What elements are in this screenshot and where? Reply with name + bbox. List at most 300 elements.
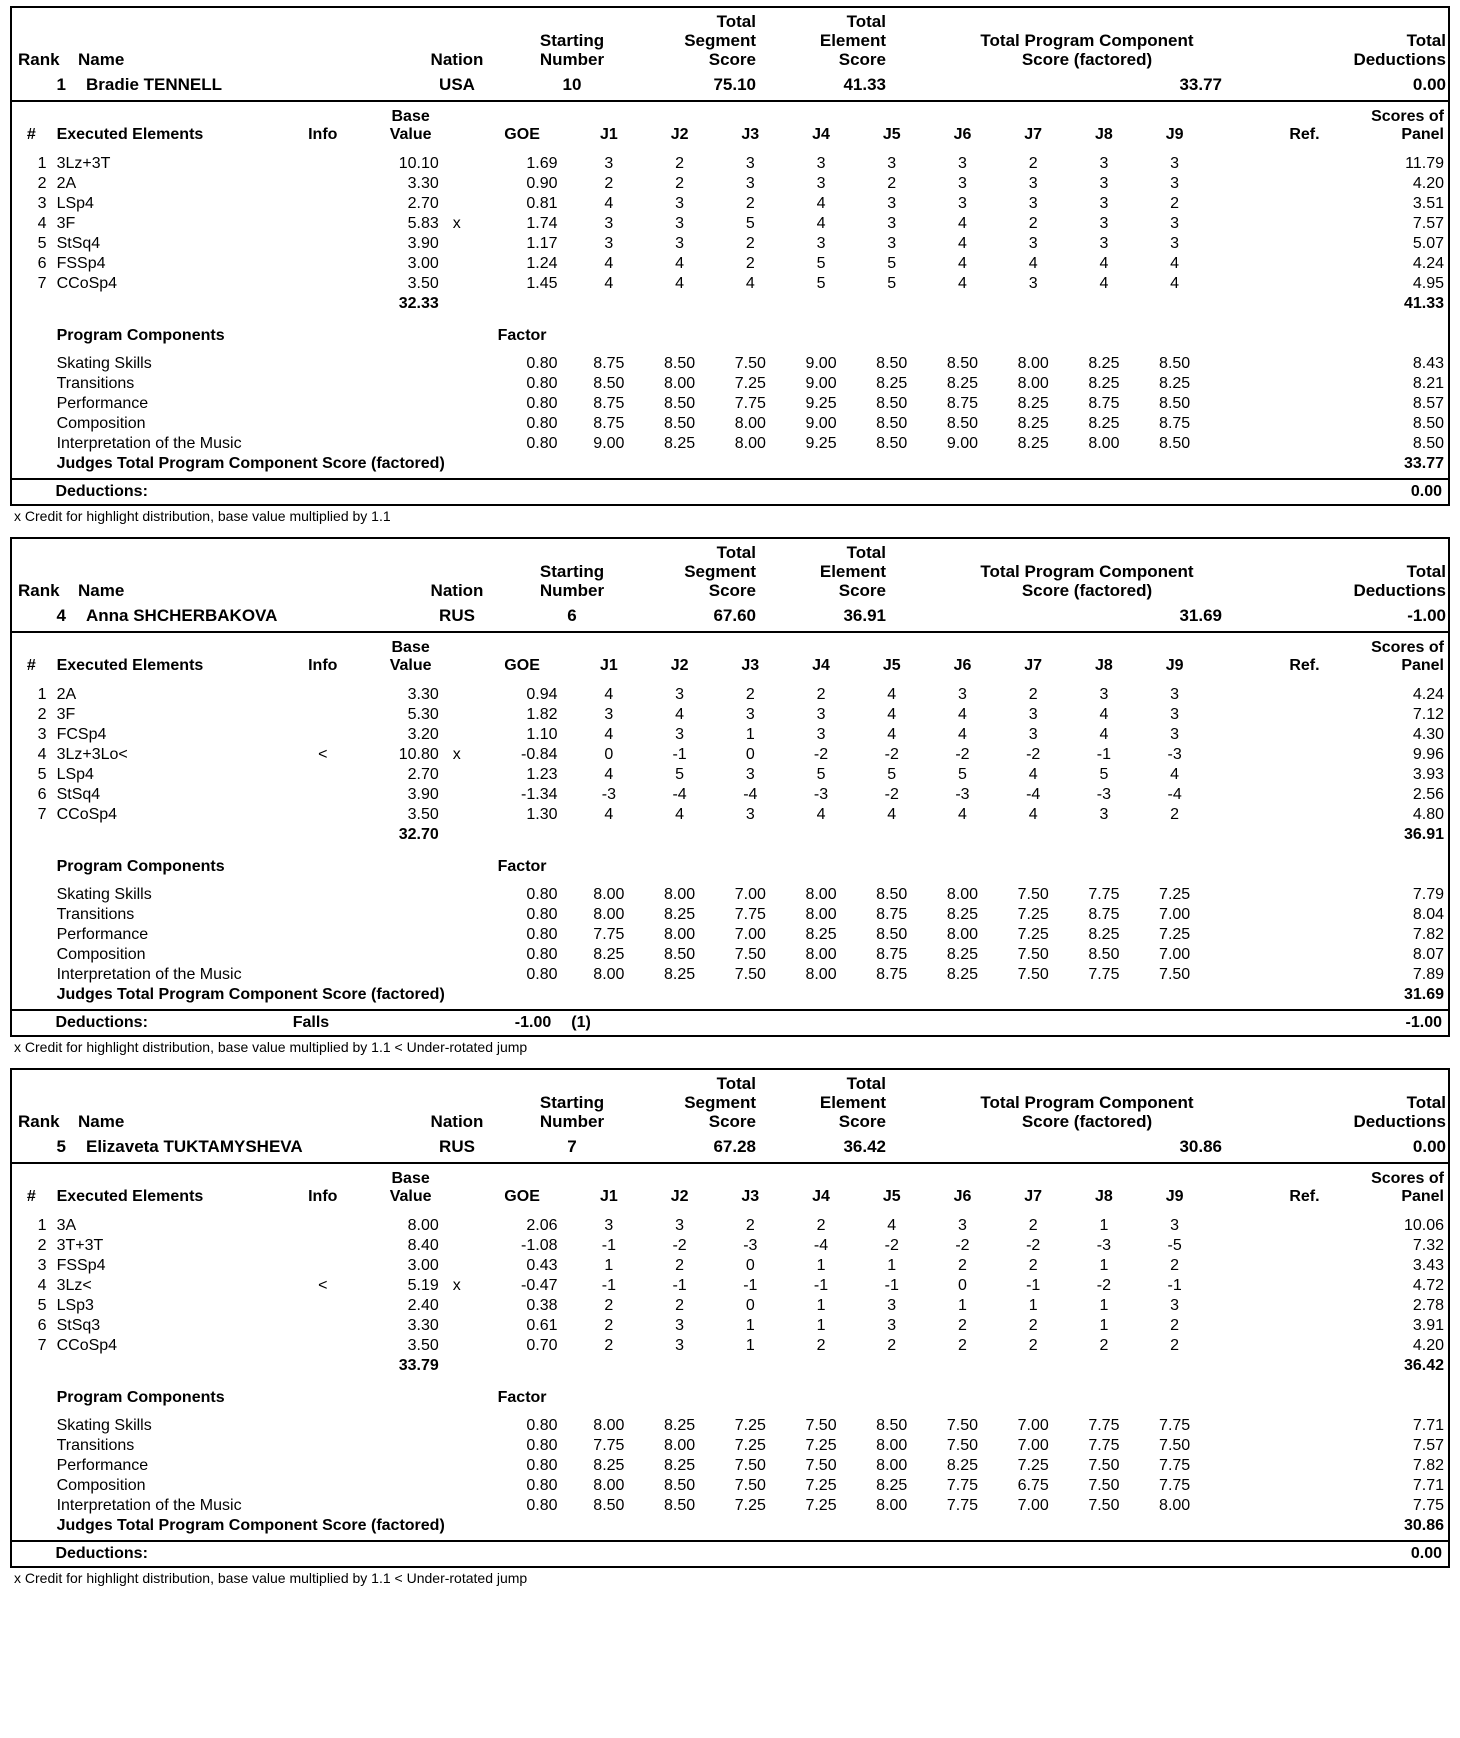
col-head-judge-3: J3 [741, 126, 760, 143]
col-head-goe: GOE [504, 657, 540, 674]
element-panel-score: 11.79 [1405, 155, 1444, 172]
element-judge-score: -4 [672, 786, 687, 803]
component-row [12, 434, 1448, 454]
component-panel-score: 8.50 [1412, 435, 1444, 452]
component-factor: 0.80 [526, 415, 558, 432]
element-judge-score: 3 [1170, 215, 1180, 232]
skater-nation: USA [439, 75, 475, 94]
element-ref [1210, 1336, 1324, 1356]
component-judge-score: 7.75 [1088, 1417, 1120, 1434]
element-judge-score: 3 [1170, 1217, 1180, 1234]
element-judge-score: 2 [1028, 215, 1038, 232]
col-label-name: Name [78, 1112, 125, 1131]
deduction-value: -1.00 [514, 1014, 552, 1031]
col-label-total-deductions: Total Deductions [1353, 562, 1446, 600]
judges-total-pcs-label: Judges Total Program Component Score (factored) [56, 1517, 445, 1534]
element-panel-score: 7.32 [1412, 1237, 1444, 1254]
deductions-label: Deductions: [55, 1014, 148, 1031]
component-judge-score: 8.25 [946, 1457, 979, 1474]
component-judge-score: 8.25 [664, 966, 696, 983]
component-judge-score: 8.00 [1159, 1497, 1191, 1514]
element-judge-score: 4 [604, 255, 614, 272]
component-judge-score: 9.00 [805, 355, 837, 372]
component-judge-score: 7.25 [734, 1417, 766, 1434]
element-panel-score: 5.07 [1412, 235, 1444, 252]
component-row [12, 905, 1448, 925]
component-judge-score: 8.00 [1017, 375, 1049, 392]
base-value-total: 32.33 [398, 295, 439, 312]
skater-total-deductions: 0.00 [1412, 1137, 1446, 1156]
element-judge-score: 3 [958, 686, 967, 703]
element-ref [1210, 1216, 1324, 1236]
component-judge-score: 7.50 [1017, 966, 1049, 983]
spacer [12, 346, 1448, 354]
element-info [295, 765, 351, 785]
col-label-total-segment-score: Total Segment Score [684, 12, 756, 69]
col-label-total-deductions: Total Deductions [1353, 31, 1446, 69]
col-head-judge-1: J1 [599, 126, 618, 143]
element-judge-score: 5 [745, 215, 755, 232]
element-name: 3T+3T [56, 1237, 104, 1254]
element-judge-score: 3 [887, 1317, 897, 1334]
element-info [295, 685, 351, 705]
element-judge-score: 3 [1170, 706, 1180, 723]
component-judge-score: 7.25 [734, 1437, 766, 1454]
element-judge-score: 3 [887, 155, 897, 172]
col-label-nation: Nation [430, 1112, 484, 1131]
element-x-flag: x [452, 215, 461, 232]
col-head-judge-1: J1 [599, 657, 618, 674]
element-base-value: 3.30 [407, 175, 439, 192]
element-x-flag [443, 274, 471, 294]
component-judge-score: 8.25 [1017, 435, 1049, 452]
element-panel-score: 7.57 [1412, 215, 1444, 232]
element-info [295, 1256, 351, 1276]
element-x-flag [443, 765, 471, 785]
element-ref [1210, 685, 1324, 705]
element-goe: 1.23 [526, 766, 558, 783]
element-base-value: 5.30 [407, 706, 439, 723]
component-judge-score: 9.00 [805, 375, 837, 392]
col-label-name: Name [78, 581, 125, 600]
component-panel-score: 7.57 [1412, 1437, 1444, 1454]
element-judge-score: 2 [675, 175, 685, 192]
element-x-flag: x [452, 1277, 461, 1294]
component-judge-score: 7.50 [734, 1457, 766, 1474]
factor-label: Factor [497, 327, 547, 344]
element-judge-score: 5 [675, 766, 685, 783]
element-judge-score: 4 [1170, 275, 1180, 292]
element-goe: -0.47 [521, 1277, 558, 1294]
element-panel-score: 4.24 [1412, 686, 1444, 703]
component-judge-score: 7.75 [1088, 966, 1120, 983]
component-judge-score: 7.50 [946, 1417, 979, 1434]
component-factor: 0.80 [526, 1477, 558, 1494]
component-judge-score: 8.25 [664, 1417, 696, 1434]
component-judge-score: 8.50 [1159, 355, 1191, 372]
component-factor: 0.80 [526, 1497, 558, 1514]
element-judge-score: 1 [1099, 1297, 1109, 1314]
component-judge-score: 7.25 [805, 1437, 837, 1454]
component-label: Performance [56, 926, 149, 943]
element-judge-score: 0 [604, 746, 614, 763]
element-judge-score: 1 [745, 1337, 755, 1354]
element-judge-score: 3 [1028, 275, 1038, 292]
element-judge-score: 1 [816, 1297, 826, 1314]
component-judge-score: 8.75 [946, 395, 979, 412]
element-number: 4 [37, 1277, 47, 1294]
element-judge-score: -3 [743, 1237, 758, 1254]
element-judge-score: 2 [675, 155, 685, 172]
element-judge-score: 3 [958, 155, 967, 172]
element-ref [1210, 274, 1324, 294]
col-label-total-segment-score: Total Segment Score [684, 543, 756, 600]
element-goe: 1.82 [526, 706, 558, 723]
deduction-count [557, 480, 1327, 504]
element-name: CCoSp4 [56, 806, 118, 823]
element-judge-score: 3 [745, 706, 755, 723]
element-judge-score: 3 [675, 195, 685, 212]
element-judge-score: 1 [816, 1317, 826, 1334]
element-totals-row [12, 294, 1448, 314]
element-judge-score: 3 [1099, 806, 1109, 823]
element-row [12, 685, 1448, 705]
element-info [295, 194, 351, 214]
col-head-number: # [26, 126, 36, 143]
component-judge-score: 8.00 [593, 966, 625, 983]
element-judge-score: 4 [604, 195, 614, 212]
col-head-base-value: Base Value [389, 639, 432, 674]
col-label-total-element-score: Total Element Score [819, 543, 886, 600]
skater-total-program-component-score: 33.77 [1179, 75, 1222, 94]
component-judge-score: 8.75 [1088, 395, 1120, 412]
element-name: StSq4 [56, 235, 101, 252]
element-judge-score: 4 [816, 215, 826, 232]
element-judge-score: -3 [1167, 746, 1182, 763]
component-judge-score: 8.50 [876, 395, 908, 412]
element-base-value: 2.40 [407, 1297, 439, 1314]
element-judge-score: 0 [745, 746, 755, 763]
element-judge-score: 3 [675, 686, 685, 703]
element-row [12, 785, 1448, 805]
component-judge-score: 8.50 [876, 1417, 908, 1434]
element-judge-score: -3 [955, 786, 970, 803]
element-base-value: 3.90 [407, 235, 439, 252]
element-judge-score: 2 [1170, 1257, 1180, 1274]
element-judge-score: 4 [1170, 255, 1180, 272]
element-judge-score: 3 [675, 215, 685, 232]
element-judge-score: 4 [604, 686, 614, 703]
element-base-value: 3.20 [407, 726, 439, 743]
component-judge-score: 8.50 [664, 355, 696, 372]
element-judge-score: 3 [1170, 155, 1180, 172]
component-label: Interpretation of the Music [56, 1497, 242, 1514]
judges-total-pcs-value: 31.69 [1403, 986, 1444, 1003]
element-ref [1210, 254, 1324, 274]
element-judge-score: -2 [1096, 1277, 1112, 1294]
element-goe: 1.24 [526, 255, 558, 272]
component-judge-score: 8.75 [593, 355, 625, 372]
col-label-total-element-score: Total Element Score [819, 1074, 886, 1131]
element-panel-score: 4.80 [1412, 806, 1444, 823]
element-judge-score: 0 [958, 1277, 967, 1294]
element-x-flag [443, 1296, 471, 1316]
element-x-flag [443, 805, 471, 825]
col-head-ref: Ref. [1289, 657, 1320, 674]
component-judge-score: 8.25 [664, 906, 696, 923]
element-judge-score: 4 [887, 726, 897, 743]
component-judge-score: 8.50 [876, 415, 908, 432]
component-judge-score: 8.50 [876, 355, 908, 372]
element-judge-score: 3 [675, 235, 685, 252]
deduction-value [457, 1542, 557, 1566]
element-row [12, 174, 1448, 194]
component-factor: 0.80 [526, 395, 558, 412]
component-judge-score: 7.75 [1159, 1457, 1191, 1474]
element-info [295, 805, 351, 825]
col-head-judge-8: J8 [1095, 1188, 1113, 1205]
component-judge-score: 6.75 [1017, 1477, 1049, 1494]
component-label: Composition [56, 1477, 146, 1494]
component-factor: 0.80 [526, 886, 558, 903]
skater-total-deductions: -1.00 [1407, 606, 1446, 625]
element-name: FSSp4 [56, 1257, 106, 1274]
element-judge-score: 4 [958, 726, 967, 743]
skater-total-element-score: 36.91 [843, 606, 886, 625]
element-info [295, 1336, 351, 1356]
col-head-base-value: Base Value [389, 1170, 432, 1205]
component-panel-score: 7.82 [1412, 1457, 1444, 1474]
element-x-flag [443, 685, 471, 705]
base-value-total: 33.79 [398, 1357, 439, 1374]
col-head-ref: Ref. [1289, 1188, 1320, 1205]
component-panel-score: 7.82 [1412, 926, 1444, 943]
component-judge-score: 8.00 [734, 415, 766, 432]
col-label-total-segment-score: Total Segment Score [684, 1074, 756, 1131]
component-row [12, 354, 1448, 374]
element-judge-score: -2 [955, 746, 970, 763]
element-judge-score: 2 [1170, 195, 1180, 212]
program-components-label: Program Components [56, 1389, 225, 1406]
element-judge-score: 4 [1028, 766, 1038, 783]
element-x-flag [443, 1256, 471, 1276]
element-base-value: 3.00 [407, 1257, 439, 1274]
element-base-value: 10.10 [398, 155, 439, 172]
element-judge-score: 2 [958, 1257, 967, 1274]
component-judge-score: 8.00 [876, 1457, 908, 1474]
element-judge-score: 4 [604, 726, 614, 743]
element-judge-score: 4 [887, 1217, 897, 1234]
deduction-detail: Falls [292, 1014, 330, 1031]
element-judge-score: 3 [604, 235, 614, 252]
element-ref [1210, 765, 1324, 785]
element-row [12, 1256, 1448, 1276]
element-row [12, 274, 1448, 294]
element-judge-score: 3 [604, 1217, 614, 1234]
element-judge-score: 3 [675, 726, 685, 743]
col-label-total-deductions: Total Deductions [1353, 1093, 1446, 1131]
element-base-value: 3.30 [407, 686, 439, 703]
component-judge-score: 7.75 [593, 1437, 625, 1454]
element-judge-score: 2 [1170, 806, 1180, 823]
skater-protocol-block [10, 1068, 1450, 1593]
element-info [295, 274, 351, 294]
element-judge-score: 2 [745, 1217, 755, 1234]
component-judge-score: 7.00 [1017, 1417, 1049, 1434]
component-label: Performance [56, 395, 149, 412]
element-goe: -0.84 [521, 746, 558, 763]
element-base-value: 8.00 [407, 1217, 439, 1234]
col-label-total-program-component-score: Total Program Component Score (factored) [980, 31, 1194, 69]
element-number: 5 [37, 1297, 47, 1314]
element-name: 2A [56, 175, 77, 192]
element-ref [1210, 705, 1324, 725]
component-factor: 0.80 [526, 1417, 558, 1434]
element-judge-score: 3 [1099, 175, 1109, 192]
skater-total-segment-score: 75.10 [713, 75, 756, 94]
element-judge-score: 4 [1099, 706, 1109, 723]
component-factor: 0.80 [526, 926, 558, 943]
element-judge-score: 3 [1170, 726, 1180, 743]
element-goe: 0.43 [526, 1257, 558, 1274]
element-judge-score: 3 [816, 175, 826, 192]
element-judge-score: 1 [1099, 1317, 1109, 1334]
col-label-name: Name [78, 50, 125, 69]
skater-total-element-score: 36.42 [843, 1137, 886, 1156]
element-row [12, 1336, 1448, 1356]
element-judge-score: 5 [816, 255, 826, 272]
component-row [12, 374, 1448, 394]
component-factor: 0.80 [526, 906, 558, 923]
element-number: 6 [37, 786, 47, 803]
element-judge-score: 5 [1099, 766, 1109, 783]
col-head-scores-of-panel: Scores of Panel [1371, 639, 1444, 674]
skater-name: Bradie TENNELL [86, 75, 223, 94]
col-head-ref: Ref. [1289, 126, 1320, 143]
element-x-flag [443, 785, 471, 805]
element-judge-score: 4 [958, 215, 967, 232]
col-head-judge-7: J7 [1024, 1188, 1043, 1205]
element-row [12, 765, 1448, 785]
element-number: 1 [37, 155, 47, 172]
element-judge-score: 3 [1099, 195, 1109, 212]
element-info: < [318, 746, 328, 763]
element-ref [1210, 745, 1324, 765]
col-label-total-program-component-score: Total Program Component Score (factored) [980, 562, 1194, 600]
element-judge-score: 2 [816, 1337, 826, 1354]
element-base-value: 3.90 [407, 786, 439, 803]
element-judge-score: 4 [887, 806, 897, 823]
element-x-flag [443, 1316, 471, 1336]
element-judge-score: 2 [1099, 1337, 1109, 1354]
element-judge-score: -1 [601, 1237, 616, 1254]
element-judge-score: 4 [745, 275, 755, 292]
component-label: Skating Skills [56, 1417, 152, 1434]
component-judge-score: 7.00 [1159, 906, 1191, 923]
component-judge-score: 8.50 [593, 375, 625, 392]
element-judge-score: 2 [1028, 1337, 1038, 1354]
component-judge-score: 8.00 [1088, 435, 1120, 452]
component-judge-score: 8.00 [664, 886, 696, 903]
component-judge-score: 8.25 [946, 966, 979, 983]
component-judge-score: 7.00 [1159, 946, 1191, 963]
skater-summary-box [10, 1068, 1450, 1164]
element-judge-score: 3 [1099, 215, 1109, 232]
component-judge-score: 8.50 [664, 415, 696, 432]
component-panel-score: 8.57 [1412, 395, 1444, 412]
element-judge-score: 4 [816, 806, 826, 823]
element-x-flag [443, 194, 471, 214]
component-judge-score: 7.75 [734, 395, 766, 412]
component-judge-score: 8.25 [1088, 375, 1120, 392]
component-judge-score: 8.75 [876, 906, 908, 923]
element-judge-score: 2 [1028, 1217, 1038, 1234]
component-judge-score: 7.75 [1159, 1417, 1191, 1434]
component-judge-score: 7.75 [593, 926, 625, 943]
element-judge-score: -4 [1167, 786, 1182, 803]
component-judge-score: 7.25 [734, 1497, 766, 1514]
spacer [12, 314, 1448, 326]
element-judge-score: 0 [745, 1297, 755, 1314]
element-base-value: 8.40 [407, 1237, 439, 1254]
col-head-scores-of-panel: Scores of Panel [1371, 108, 1444, 143]
skater-summary-box [10, 537, 1450, 633]
col-label-rank: Rank [18, 1112, 60, 1131]
element-panel-score: 4.30 [1412, 726, 1444, 743]
component-judge-score: 8.25 [664, 1457, 696, 1474]
element-judge-score: 2 [1028, 1317, 1038, 1334]
element-judge-score: 3 [816, 155, 826, 172]
element-judge-score: -2 [1026, 746, 1041, 763]
component-judge-score: 8.00 [946, 926, 979, 943]
element-row [12, 154, 1448, 174]
element-judge-score: 1 [816, 1257, 826, 1274]
component-judge-score: 7.75 [1159, 1477, 1191, 1494]
component-judge-score: 8.00 [593, 886, 625, 903]
element-totals-row [12, 1356, 1448, 1376]
component-judge-score: 9.00 [805, 415, 837, 432]
skater-rank: 4 [56, 606, 66, 625]
element-name: LSp4 [56, 766, 94, 783]
element-number: 2 [37, 706, 47, 723]
deduction-detail [287, 1542, 458, 1566]
element-judge-score: 2 [1028, 1257, 1038, 1274]
deduction-total: -1.00 [1405, 1014, 1442, 1031]
element-x-flag [443, 1336, 471, 1356]
element-judge-score: -2 [884, 1237, 899, 1254]
component-judge-score: 8.00 [805, 906, 837, 923]
element-goe: 0.38 [526, 1297, 558, 1314]
component-judge-score: 7.50 [1159, 1437, 1191, 1454]
component-judge-score: 8.50 [946, 415, 979, 432]
spacer [12, 1536, 1448, 1540]
component-judge-score: 8.50 [876, 435, 908, 452]
elements-box [10, 633, 1450, 1011]
component-judge-score: 8.25 [1017, 395, 1049, 412]
element-info [295, 254, 351, 274]
col-head-judge-9: J9 [1165, 126, 1184, 143]
component-judge-score: 8.25 [593, 1457, 625, 1474]
component-judge-score: 8.00 [805, 966, 837, 983]
element-ref [1210, 154, 1324, 174]
component-judge-score: 8.75 [593, 415, 625, 432]
deduction-count: (1) [571, 1014, 591, 1031]
component-judge-score: 7.00 [1017, 1497, 1049, 1514]
total-element-score-value: 36.42 [1403, 1357, 1444, 1374]
element-info [295, 1316, 351, 1336]
element-base-value: 3.50 [407, 806, 439, 823]
component-judge-score: 7.50 [1017, 886, 1049, 903]
